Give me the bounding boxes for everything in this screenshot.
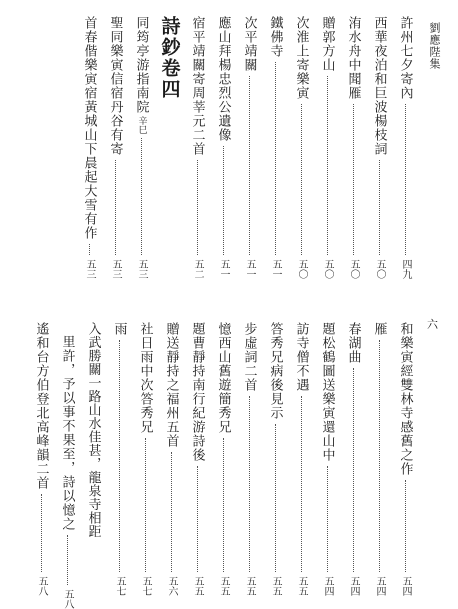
toc-entry-first-line [80, 322, 106, 596]
dot-leader [141, 138, 142, 255]
dot-leader [301, 396, 302, 572]
entry-title: 步虛詞二首 [241, 322, 257, 392]
entry-page: 五五 [244, 576, 255, 596]
dot-leader [379, 160, 380, 255]
entry-page: 五〇 [348, 259, 359, 279]
dot-leader [171, 452, 172, 572]
running-head: 劉應陛集 [428, 22, 441, 70]
entry-page: 五八 [62, 589, 73, 609]
dot-leader [327, 466, 328, 572]
toc-entry [210, 322, 236, 596]
dot-leader [89, 244, 90, 255]
toc-entry [392, 16, 418, 279]
toc-top-section [14, 16, 418, 279]
dot-leader [249, 76, 250, 255]
dot-leader [275, 62, 276, 255]
entry-title: 雨 [111, 322, 127, 336]
entry-page: 五六 [166, 576, 177, 596]
entry-title: 同筠亭游指南院 [133, 16, 149, 114]
entry-title: 題曹靜持南行紀游詩後 [189, 322, 205, 462]
toc-entry [28, 322, 54, 596]
entry-title: 西華夜泊和巨波楊枝詞 [371, 16, 387, 156]
entry-page: 五一 [218, 259, 229, 279]
entry-title: 遙和台方伯登北高峰韻二首 [33, 322, 49, 490]
dot-leader [275, 424, 276, 572]
entry-title: 訪寺僧不遇 [293, 322, 309, 392]
entry-page: 五四 [322, 576, 333, 596]
toc-entry [210, 16, 236, 279]
entry-title: 應山拜楊忠烈公遺像 [215, 16, 231, 142]
toc-entry [340, 16, 366, 279]
entry-page: 五〇 [374, 259, 385, 279]
toc-entry [262, 322, 288, 596]
dot-leader [197, 466, 198, 572]
toc-entry [184, 322, 210, 596]
toc-entry [288, 322, 314, 596]
dot-leader [41, 494, 42, 572]
toc-entry [158, 322, 184, 596]
entry-title: 許州七夕寄內 [397, 16, 413, 100]
dot-leader [353, 104, 354, 255]
dot-leader [379, 340, 380, 572]
toc-entry [128, 16, 154, 279]
entry-title: 題松鶴圖送樂寅還山中 [319, 322, 335, 462]
entry-title: 贈郭方山 [319, 16, 335, 72]
toc-entry [236, 16, 262, 279]
entry-page: 五四 [374, 576, 385, 596]
toc-entry [314, 322, 340, 596]
entry-title: 鐵佛寺 [267, 16, 283, 58]
dot-leader [249, 396, 250, 572]
dot-leader [301, 104, 302, 255]
dot-leader [327, 76, 328, 255]
entry-page: 五一 [244, 259, 255, 279]
entry-page: 五三 [84, 259, 95, 279]
entry-page: 五四 [348, 576, 359, 596]
entry-title: 洧水舟中聞雁 [345, 16, 361, 100]
entry-page: 五四 [400, 576, 411, 596]
dot-leader [223, 146, 224, 255]
toc-entry [236, 322, 262, 596]
entry-title: 贈送靜持之福州五首 [163, 322, 179, 448]
entry-title: 里許，予以事不果至，詩以憶之 [59, 335, 75, 531]
toc-entry [106, 322, 132, 596]
toc-bottom-section [14, 322, 418, 609]
entry-title: 雁 [371, 322, 387, 336]
toc-entry [76, 16, 102, 279]
dot-leader [145, 438, 146, 572]
entry-title: 春湖曲 [345, 322, 361, 364]
toc-entry [340, 322, 366, 596]
entry-page: 五五 [270, 576, 281, 596]
toc-entry [366, 322, 392, 596]
entry-title: 和樂寅經雙林寺感舊之作 [397, 322, 413, 476]
entry-page: 五八 [36, 576, 47, 596]
toc-entry [132, 322, 158, 596]
entry-page: 五一 [270, 259, 281, 279]
entry-page: 五〇 [296, 259, 307, 279]
dot-leader [67, 535, 68, 585]
entry-page: 五〇 [322, 259, 333, 279]
dot-leader [223, 438, 224, 572]
entry-page: 五七 [140, 576, 151, 596]
entry-page: 五七 [114, 576, 125, 596]
volume-heading-text: 詩鈔卷四 [158, 16, 181, 100]
entry-title: 憶西山舊遊簡秀兄 [215, 322, 231, 434]
entry-page: 五二 [192, 259, 203, 279]
entry-title: 入武勝關一路山水佳甚，龍泉寺相距 [85, 322, 101, 538]
toc-entry [262, 16, 288, 279]
entry-page: 五五 [218, 576, 229, 596]
entry-title: 社日雨中次答秀兄 [137, 322, 153, 434]
entry-title: 首春偕樂寅宿黃城山下晨起大雪有作 [81, 16, 97, 240]
entry-page: 五五 [296, 576, 307, 596]
dot-leader [119, 340, 120, 572]
entry-page: 五三 [110, 259, 121, 279]
volume-heading [154, 16, 184, 279]
entry-title: 聖同樂寅信宿丹谷有寄 [107, 16, 123, 156]
page-number: 六 [427, 318, 438, 331]
dot-leader [197, 160, 198, 255]
entry-page: 五三 [136, 259, 147, 279]
toc-entry [366, 16, 392, 279]
toc-entry [184, 16, 210, 279]
dot-leader [115, 160, 116, 255]
toc-entry-continuation [54, 322, 80, 609]
toc-entry [314, 16, 340, 279]
dot-leader [405, 104, 406, 255]
entry-title: 宿平靖關寄周莘元二首 [189, 16, 205, 156]
entry-title: 次淮上寄樂寅 [293, 16, 309, 100]
entry-title: 答秀兄病後見示 [267, 322, 283, 420]
entry-note: 辛巳 [136, 116, 147, 134]
entry-page: 四九 [400, 259, 411, 279]
entry-page: 五五 [192, 576, 203, 596]
dot-leader [353, 368, 354, 572]
toc-entry [392, 322, 418, 596]
dot-leader [405, 480, 406, 572]
toc-entry [102, 16, 128, 279]
entry-title: 次平靖關 [241, 16, 257, 72]
toc-entry [288, 16, 314, 279]
